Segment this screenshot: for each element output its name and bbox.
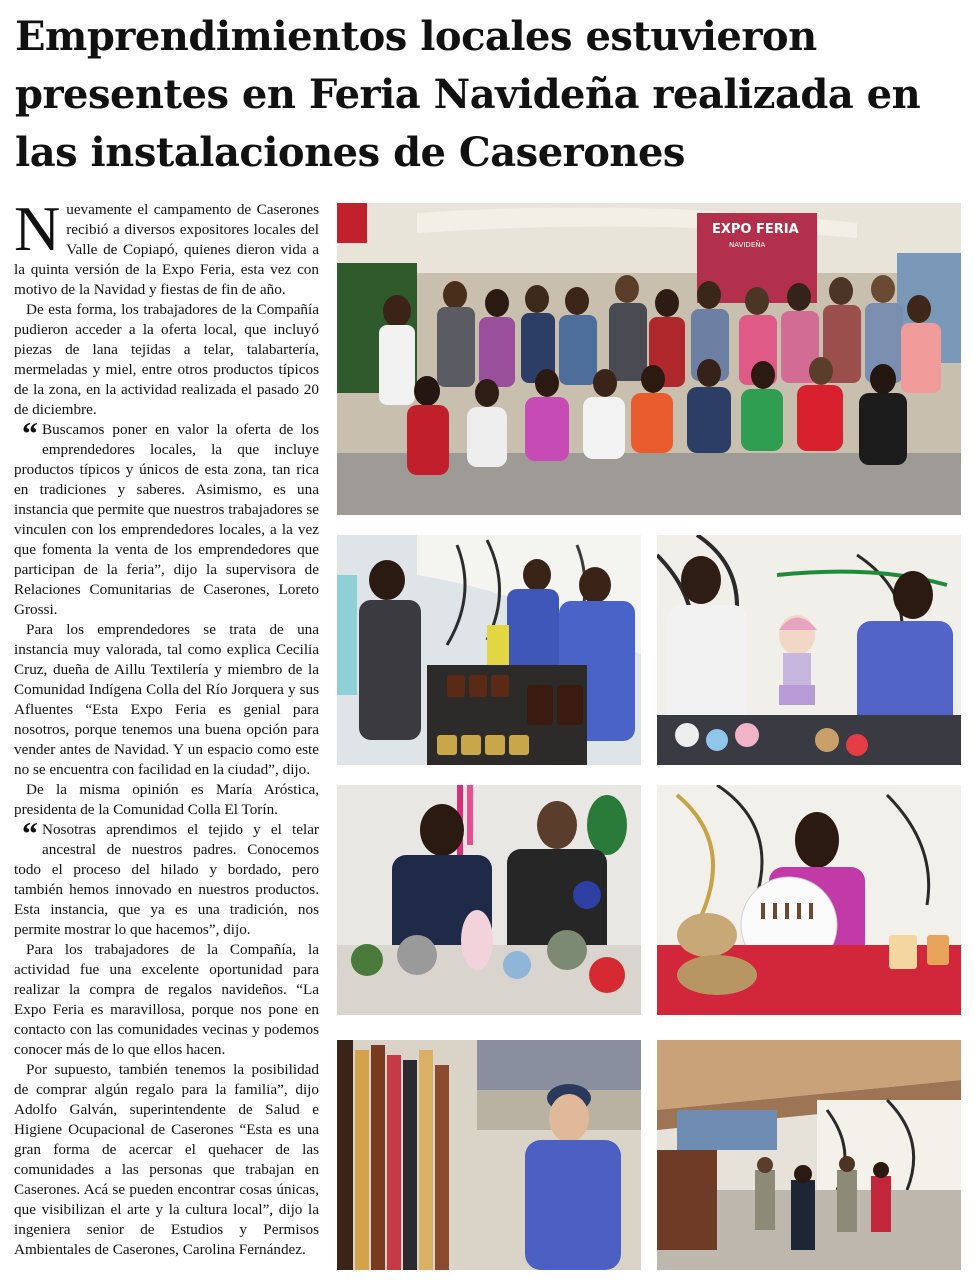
svg-text:EXPO FERIA: EXPO FERIA — [712, 222, 799, 237]
article-paragraph: Nuevamente el campamento de Caserones recibió a diversos expositores locales del Valle de Copiapó, quienes dieron vida a la quinta versión de la Expo Feria, esta vez con motivo de la Navidad y fiestas de fin de año. — [14, 193, 319, 298]
photo-hall-overview — [657, 1040, 961, 1270]
article-quote: “ Buscamos poner en valor la oferta de los emprendedores locales, la que incluye productos típicos y únicos de esta zona, tan rica en tradiciones y saberes. Asimismo, es una instancia que permite que nuestros trabajadores se vinculen con los emprendedores locales, a la vez que fomenta la venta de los emprendedores que participan de la feria”, dijo la supervisora de Relaciones Comunitarias de Caserones, Loreto Grossi. — [14, 415, 319, 618]
article-paragraph: Por supuesto, también tenemos la posibilidad de comprar algún regalo para la familia”, dijo Adolfo Galván, superintendente de Salud e Higiene Ocupacional de Caserones “Esta es una gran forma de acercar el quehacer de las comunidades a las personas que trabajan en Caserones. Acá se pueden encontrar cosas únicas, que visibilizan el arte y la cultura local”, dijo la ingeniera senior de Estudios y Permisos Ambientales de Caserones, Carolina Fernández. — [14, 1061, 319, 1258]
quote-mark-icon: “ — [22, 815, 38, 851]
article-body — [14, 193, 319, 1260]
photo-belts-visitor — [337, 1040, 641, 1270]
photo-crochet-toys — [337, 785, 641, 1015]
headline: Emprendimientos locales estuvieron presentes en Feria Navideña realizada en las instalaciones de Caserones — [15, 13, 921, 176]
article-paragraph: De la misma opinión es María Aróstica, presidenta de la Comunidad Colla El Torín. — [14, 781, 319, 818]
quote-mark-icon: “ — [22, 415, 38, 451]
photo-group-portrait — [337, 203, 961, 515]
photo-jewelry-stand — [657, 785, 961, 1015]
photo-jam-stand — [337, 535, 641, 765]
article-paragraph: De esta forma, los trabajadores de la Compañía pudieron acceder a la oferta local, que incluyó piezas de lana tejidas a telar, talabartería, mermeladas y miel, entre otros productos típicos de la zona, en la actividad realizada el pasado 20 de diciembre. — [14, 301, 319, 418]
article-paragraph: Para los emprendedores se trata de una instancia muy valorada, tal como explica Cecilia Cruz, dueña de Aillu Textilería y miembro de la Comunidad Indígena Colla del Río Jorquera y sus Afluentes “Esta Expo Feria es genial para nosotros, porque tenemos una buena opción para vender antes de Navidad. Y un espacio como este no se encuentra con facilidad en la ciudad”, dijo. — [14, 621, 319, 778]
drop-cap: N — [14, 193, 61, 264]
article-paragraph: Para los trabajadores de la Compañía, la actividad fue una excelente oportunidad para realizar la compra de regalos navideños. “La Expo Feria es maravillosa, porque nos pone en contacto con las comunidades vecinas y podemos conocer más de lo que ellos hacen. — [14, 941, 319, 1058]
article-quote: “ Nosotras aprendimos el tejido y el telar ancestral de nuestros padres. Conocemos todo el proceso del hilado y bordado, pero también hemos innovado en nuestros productos. Esta instancia, que ya es una tradición, nos permite mostrar lo que hacemos”, dijo. — [14, 815, 319, 938]
svg-text:NAVIDEÑA: NAVIDEÑA — [729, 241, 766, 249]
photo-crochet-doll — [657, 535, 961, 765]
